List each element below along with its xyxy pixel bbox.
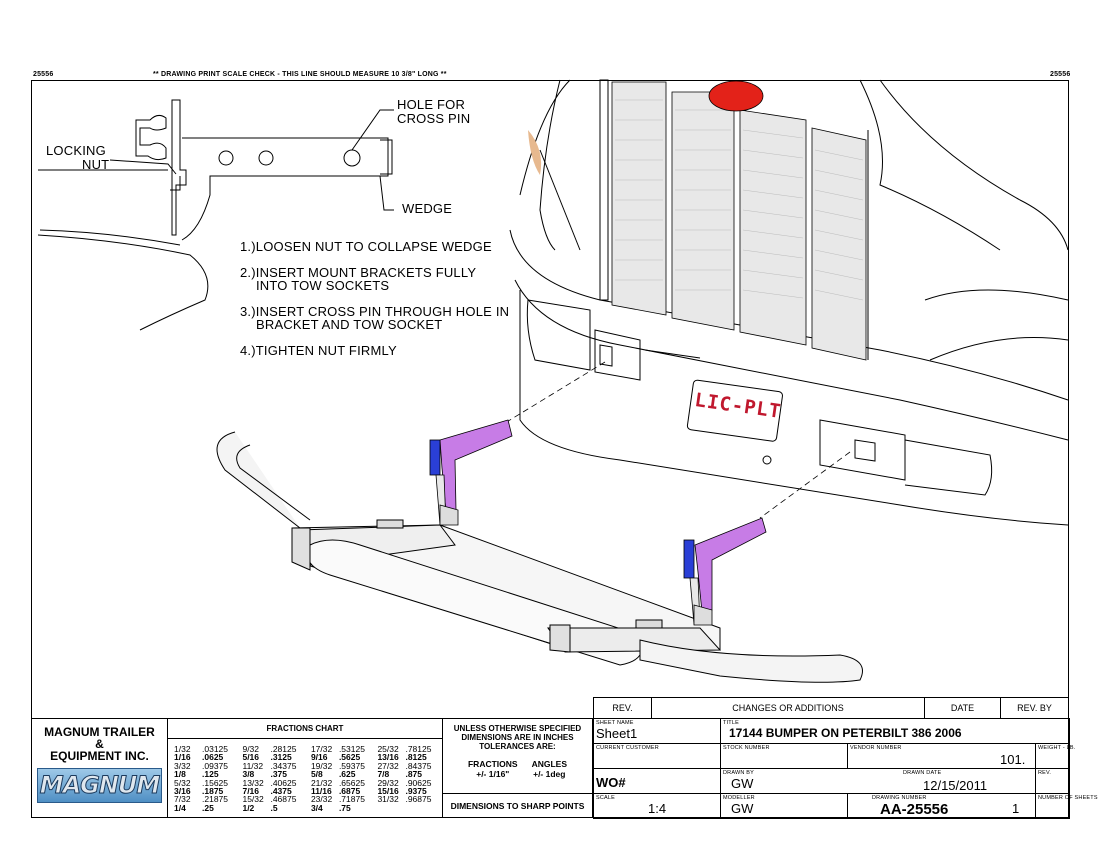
decimal-value: .9375 <box>405 786 427 797</box>
stock-number-label: STOCK NUMBER <box>723 745 770 751</box>
fraction-value: 11/32 <box>242 760 264 771</box>
modeller-label: MODELLER <box>723 795 755 801</box>
instruction-4-line1: 4.)TIGHTEN NUT FIRMLY <box>240 343 397 358</box>
title-label: TITLE <box>723 720 739 726</box>
decimal-value: .71875 <box>338 794 365 805</box>
fraction-value: 9/16 <box>310 752 328 763</box>
tolerances-block <box>443 718 593 818</box>
weight-value: 101. <box>1000 752 1026 767</box>
title-cell <box>721 719 1070 744</box>
decimal-value: .96875 <box>405 794 432 805</box>
decimal-value: .625 <box>338 769 356 780</box>
decimal-value: .09375 <box>202 760 228 771</box>
fraction-value: 5/16 <box>242 752 260 763</box>
fractions-column <box>242 745 310 812</box>
decimal-value: .34375 <box>270 760 297 771</box>
instruction-1 <box>240 240 509 253</box>
fraction-row <box>242 804 310 812</box>
license-plate-text: LIC-PLT <box>693 389 783 423</box>
wedge-callout: WEDGE <box>402 201 453 216</box>
sharp-points-note: DIMENSIONS TO SHARP POINTS <box>443 793 592 819</box>
fraction-row <box>377 795 442 803</box>
decimal-value: .03125 <box>202 744 228 754</box>
company-line3: EQUIPMENT INC. <box>50 749 149 763</box>
decimal-value: .25 <box>202 802 214 813</box>
instruction-3-line2: BRACKET AND TOW SOCKET <box>256 317 443 332</box>
revision-table <box>593 697 1069 719</box>
instruction-3-line1: 3.)INSERT CROSS PIN THROUGH HOLE IN <box>240 304 510 319</box>
locking-nut-line2: NUT <box>82 157 110 172</box>
fraction-value: 13/32 <box>242 777 264 788</box>
decimal-value: .8125 <box>405 752 427 763</box>
decimal-value: .40625 <box>270 777 297 788</box>
fraction-value: 1/2 <box>242 802 255 813</box>
fraction-value: 7/32 <box>174 794 191 805</box>
instruction-list <box>240 240 509 357</box>
fraction-value: 17/32 <box>310 744 333 754</box>
rev-cell <box>1036 769 1070 794</box>
changes-header: CHANGES OR ADDITIONS <box>652 698 925 719</box>
decimal-value: .5625 <box>338 752 361 763</box>
fraction-value: 27/32 <box>377 760 399 771</box>
fractions-value: +/- 1/16" <box>476 769 510 779</box>
instruction-4 <box>240 344 509 357</box>
sheet-name-value: Sheet1 <box>596 726 638 741</box>
tolerance-line3: TOLERANCES ARE: <box>479 742 556 751</box>
decimal-value: .6875 <box>338 786 361 797</box>
fraction-value: 1/32 <box>174 744 191 754</box>
drawing-number-value: AA-25556 <box>880 801 949 818</box>
decimal-value: .375 <box>270 769 288 780</box>
fraction-row <box>174 804 242 812</box>
decimal-value: .15625 <box>202 777 228 788</box>
vendor-number-label: VENDOR NUMBER <box>850 745 902 751</box>
title-value: 17144 BUMPER ON PETERBILT 386 2006 <box>729 726 962 740</box>
fraction-value: 1/8 <box>174 769 186 780</box>
sheet-name-label: SHEET NAME <box>596 720 634 726</box>
fraction-value: 3/16 <box>174 786 191 797</box>
stock-number-cell <box>721 744 848 769</box>
modeller-value: GW <box>731 801 754 816</box>
tolerance-line1: UNLESS OTHERWISE SPECIFIED <box>453 724 582 733</box>
company-line1: MAGNUM TRAILER <box>44 725 155 739</box>
wo-label: WO# <box>596 775 626 790</box>
fractions-label: FRACTIONS <box>467 759 518 769</box>
drawing-number-label: DRAWING NUMBER <box>872 795 927 801</box>
scale-value: 1:4 <box>648 801 667 816</box>
current-customer-label: CURRENT CUSTOMER <box>596 745 659 751</box>
weight-label: WEIGHT - LB. <box>1038 745 1076 751</box>
fraction-value: 11/16 <box>310 786 332 797</box>
rev-header: REV. <box>594 698 652 719</box>
decimal-value: .84375 <box>405 760 432 771</box>
rev-by-header: REV. BY <box>1001 698 1069 719</box>
drawing-number-cell <box>848 794 1036 819</box>
decimal-value: .53125 <box>338 744 365 754</box>
hole-callout-line2: CROSS PIN <box>397 111 471 126</box>
fractions-column <box>311 745 378 812</box>
fraction-value: 19/32 <box>310 760 333 771</box>
fractions-column <box>174 745 242 812</box>
number-of-sheets-cell <box>1036 794 1098 819</box>
fractions-column <box>377 745 442 812</box>
decimal-value: .90625 <box>405 777 432 788</box>
company-line2: & <box>95 737 104 751</box>
drawn-by-label: DRAWN BY <box>723 770 755 776</box>
decimal-value: .875 <box>405 769 422 780</box>
decimal-value: .4375 <box>270 786 292 797</box>
decimal-value: .75 <box>338 802 351 813</box>
instruction-2 <box>240 266 509 292</box>
title-block <box>593 718 1098 819</box>
fraction-value: 13/16 <box>377 752 399 763</box>
scale-check-text: ** DRAWING PRINT SCALE CHECK - THIS LINE SHOULD MEASURE 10 3/8" LONG ** <box>153 71 447 78</box>
fraction-value: 23/32 <box>310 794 333 805</box>
angles-value: +/- 1deg <box>533 769 566 779</box>
decimal-value: .59375 <box>338 760 365 771</box>
magnum-logo-text: MAGNUM <box>39 771 160 799</box>
fraction-value: 1/4 <box>174 802 186 813</box>
fraction-value: 31/32 <box>377 794 399 805</box>
company-block <box>31 718 168 818</box>
decimal-value: .21875 <box>202 794 228 805</box>
weight-cell <box>1036 744 1076 769</box>
top-right-code: 25556 <box>1050 71 1071 78</box>
decimal-value: .46875 <box>270 794 297 805</box>
number-of-sheets-label: NUMBER OF SHEETS <box>1038 795 1098 801</box>
scale-cell <box>594 794 721 819</box>
sheet-name-cell <box>594 719 721 744</box>
fraction-value: 5/8 <box>310 769 323 780</box>
rev-label: REV. <box>1038 770 1052 776</box>
fraction-value: 9/32 <box>242 744 260 754</box>
instruction-2-line1: 2.)INSERT MOUNT BRACKETS FULLY <box>240 265 477 280</box>
fraction-value: 15/16 <box>377 786 399 797</box>
fraction-value: 1/16 <box>174 752 191 763</box>
hole-for-cross-pin-callout <box>397 98 470 126</box>
drawn-cell <box>721 769 1036 794</box>
decimal-value: .3125 <box>270 752 292 763</box>
tolerance-line2: DIMENSIONS ARE IN INCHES <box>461 733 574 742</box>
magnum-logo <box>37 768 162 803</box>
wo-cell <box>594 769 721 794</box>
number-of-sheets-value: 1 <box>1012 801 1020 816</box>
decimal-value: .1875 <box>202 786 224 797</box>
hole-callout-line1: HOLE FOR <box>397 97 466 112</box>
fraction-value: 5/32 <box>174 777 191 788</box>
fraction-value: 21/32 <box>310 777 333 788</box>
decimal-value: .5 <box>270 802 278 813</box>
fraction-row <box>311 804 378 812</box>
decimal-value: .125 <box>202 769 219 780</box>
fraction-value: 15/32 <box>242 794 264 805</box>
drawn-by-value: GW <box>731 776 754 791</box>
decimal-value: .0625 <box>202 752 224 763</box>
decimal-value: .65625 <box>338 777 365 788</box>
locking-nut-callout <box>46 144 109 172</box>
scale-label: SCALE <box>596 795 616 801</box>
instruction-2-line2: INTO TOW SOCKETS <box>256 278 390 293</box>
decimal-value: .28125 <box>270 744 297 754</box>
angles-label: ANGLES <box>531 759 567 769</box>
current-customer-cell <box>594 744 721 769</box>
drawn-date-value: 12/15/2011 <box>923 778 988 793</box>
fraction-value: 29/32 <box>377 777 399 788</box>
fraction-value: 3/32 <box>174 760 191 771</box>
decimal-value: .78125 <box>405 744 432 754</box>
date-header: DATE <box>925 698 1001 719</box>
locking-nut-line1: LOCKING <box>46 143 106 158</box>
fraction-value: 3/4 <box>310 802 323 813</box>
fraction-value: 7/16 <box>242 786 260 797</box>
top-left-code: 25556 <box>33 71 54 78</box>
instruction-1-line1: 1.)LOOSEN NUT TO COLLAPSE WEDGE <box>240 239 492 254</box>
modeller-cell <box>721 794 848 819</box>
fractions-chart-title: FRACTIONS CHART <box>168 719 442 739</box>
fraction-value: 3/8 <box>242 769 255 780</box>
fraction-value: 25/32 <box>377 744 399 754</box>
fractions-chart <box>168 718 443 818</box>
fraction-value: 7/8 <box>377 769 390 780</box>
instruction-3 <box>240 305 509 331</box>
drawn-date-label: DRAWN DATE <box>903 770 942 776</box>
